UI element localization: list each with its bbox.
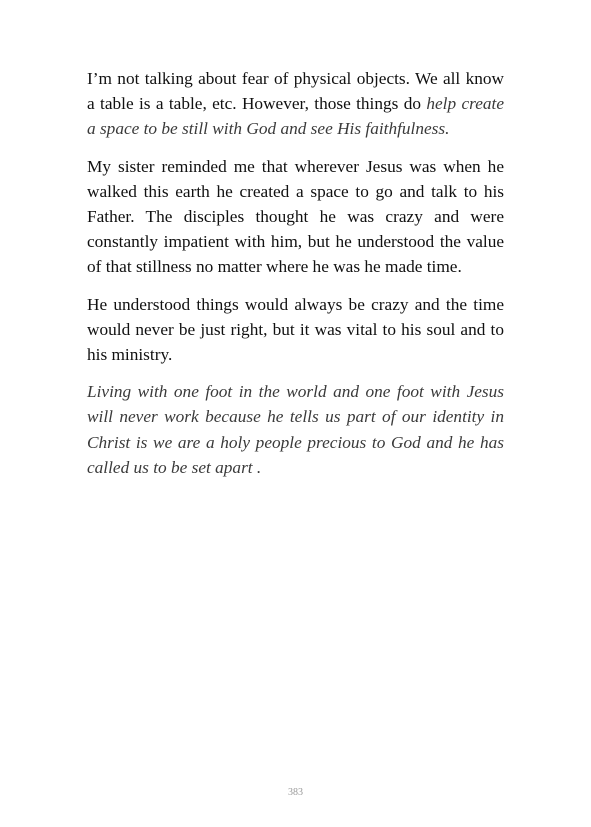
paragraph-sister-reminded: My sister reminded me that wherever Jesus was when he walked this earth he created a space to go and talk to his Father. The disciples thought he was crazy and were constantly impatient with him, but he understood the value of that stillness no matter where he was he made time. [87,156,504,277]
page-body [87,66,504,480]
paragraph-understood-crazy: He understood things would always be crazy and the time would never be just right, but it was vital to his soul and to his ministry. [87,294,504,365]
page-number: 383 [288,787,303,798]
paragraph-1-text: I’m not talking about fear of physical objects. We all know a table is a table, etc. However, those things do [87,69,504,114]
paragraph-1-italic-text: help create a space to be still with God and see His faithfulness. [87,94,505,139]
paragraph-one-foot-quote: Living with one foot in the world and one foot with Jesus will never work because he tells us part of our identity in Christ is we are a holy people precious to God and he has called us to be set apart . [87,382,504,477]
paragraph-fear-objects [87,66,504,142]
